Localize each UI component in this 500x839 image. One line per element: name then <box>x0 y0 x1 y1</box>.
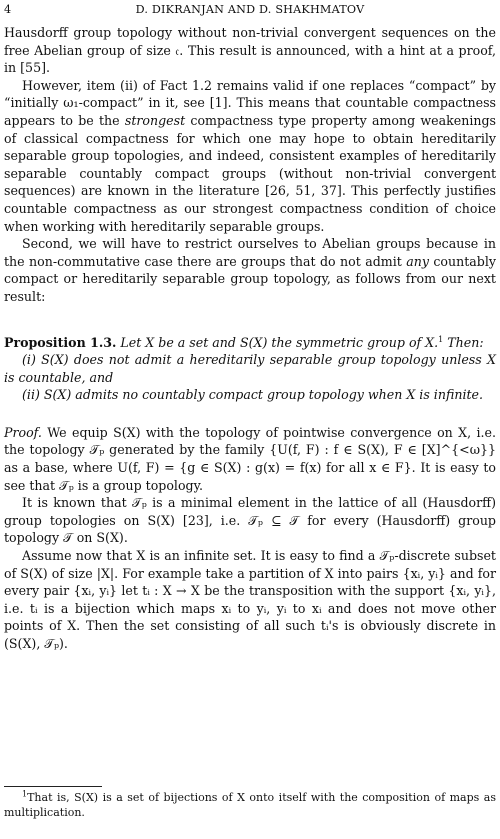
paragraph-3 <box>4 235 496 305</box>
paragraph-2 <box>4 77 496 235</box>
footnote-text: That is, S(X) is a set of bijections of X onto itself with the composition of maps as multiplication. <box>4 791 496 819</box>
spacer <box>4 404 496 424</box>
paragraph-1: Hausdorff group topology without non-trivial convergent sequences on the free Abelian group of size 𝔠. This result is announced, with a hint at a proof, in [55]. <box>4 25 496 76</box>
footnote <box>4 790 496 820</box>
proposition-statement <box>4 334 496 352</box>
proof-paragraph-2: It is known that 𝒯ₚ is a minimal element in the lattice of all (Hausdorff) group topologies on S(X) [23], i.e. 𝒯ₚ ⊆ 𝒯 for every (Hausdorff) group topology 𝒯 on S(X). <box>4 495 496 546</box>
proposition-item-i: (i) S(X) does not admit a hereditarily separable group topology unless X is countable, and <box>4 352 496 385</box>
paragraph-2-text-a: However, item (ii) of Fact 1.2 remains valid if one replaces “compact” by “initially ω₁-compact” in it, see [1]. This means that countable compactness appears to be the <box>4 77 496 128</box>
proposition-label: Proposition 1.3. <box>4 334 117 350</box>
proof-label: Proof. <box>4 424 42 440</box>
paragraph-3-text-b: countably compact or hereditarily separable group topology, as follows from our next result: <box>4 253 496 304</box>
paragraph-2-text-b: compactness type property among weakenings of classical compactness for which one may hope to obtain hereditarily separable group topologies, and indeed, consistent examples of hereditarily separable countably compact groups (without non-trivial convergent sequences) are known in the literature [26, 51, 37]. This perfectly justifies countable compactness as our strongest compactness condition of choice when working with hereditarily separable groups. <box>4 112 497 234</box>
proposition-then: Then: <box>443 334 484 350</box>
proof-paragraph-3: Assume now that X is an infinite set. It is easy to find a 𝒯ₚ-discrete subset of S(X) of size |X|. For example take a partition of X into pairs {xᵢ, yᵢ} and for every pair {xᵢ, yᵢ} let tᵢ : X → X be the transposition with the support {xᵢ, yᵢ}, i.e. tᵢ is a bijection which maps xᵢ to yᵢ, yᵢ to xᵢ and does not move other points of X. Then the set consisting of all such tᵢ's is obviously discrete in (S(X), 𝒯ₚ). <box>4 548 496 651</box>
page-number: 4 <box>4 3 12 16</box>
proposition-text: Let X be a set and S(X) the symmetric group of X. <box>116 334 439 350</box>
footnote-number: 1 <box>22 789 28 799</box>
proposition-item-ii: (ii) S(X) admits no countably compact group topology when X is infinite. <box>22 387 484 403</box>
footnote-mark[interactable]: 1 <box>438 334 444 344</box>
paragraph-3-text-a: Second, we will have to restrict ourselves to Abelian groups because in the non-commutative case there are groups that do not admit <box>4 236 496 269</box>
running-title: D. DIKRANJAN AND D. SHAKHMATOV <box>135 3 365 16</box>
paragraph-3-emphasis: any <box>406 253 429 269</box>
spacer <box>4 306 496 334</box>
proof-paragraph-1 <box>4 424 496 494</box>
proof-text-1: We equip S(X) with the topology of pointwise convergence on X, i.e. the topology 𝒯ₚ generated by the family {U(f, F) : f ∈ S(X), F ∈ [X]^{<ω}} as a base, where U(f, F) = {g ∈ S(X) : g(x) = f(x) for all x ∈ F}. It is easy to see that 𝒯ₚ is a group topology. <box>4 424 496 493</box>
paragraph-2-emphasis: strongest <box>124 112 186 128</box>
running-header <box>4 1 496 19</box>
footnote-rule <box>4 786 102 787</box>
page-body <box>4 24 496 653</box>
